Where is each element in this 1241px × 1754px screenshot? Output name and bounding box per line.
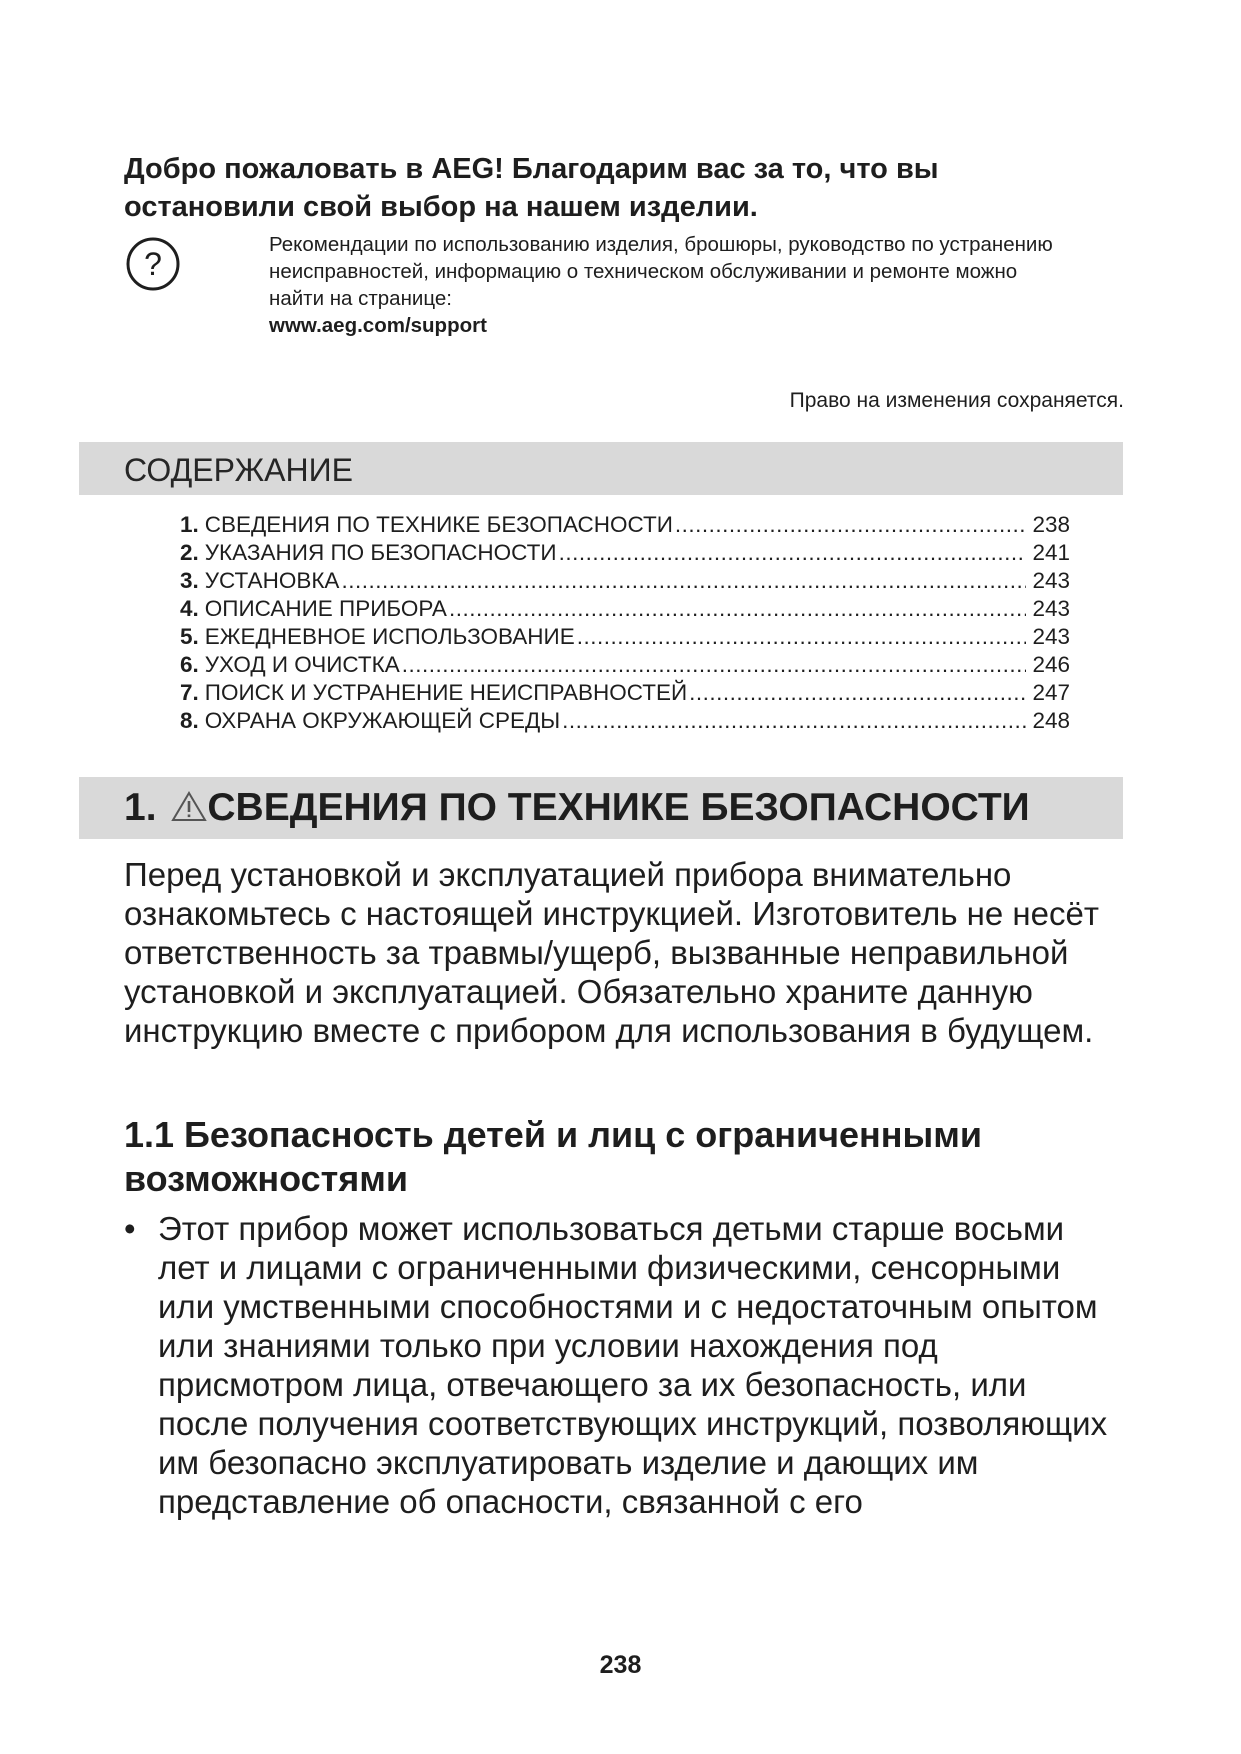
section-title-text: СВЕДЕНИЯ ПО ТЕХНИКЕ БЕЗОПАСНОСТИ <box>207 786 1030 829</box>
toc-item-page: 238 <box>1032 512 1070 537</box>
toc-item-page: 247 <box>1032 680 1070 705</box>
toc-title: СОДЕРЖАНИЕ <box>124 452 353 488</box>
toc-leader-dots <box>449 595 1026 623</box>
list-item <box>124 1209 1124 1521</box>
toc-leader-dots <box>559 539 1026 567</box>
toc-item-number: 7. <box>180 680 199 705</box>
section-title <box>124 786 1030 830</box>
toc-item-number: 8. <box>180 708 199 733</box>
toc-item-number: 6. <box>180 652 199 677</box>
help-description: Рекомендации по использованию изделия, брошюры, руководство по устранению неисправностей, информацию о техническом обслуживании и ремонте можно найти на странице: <box>269 233 1053 310</box>
svg-text:?: ? <box>144 246 162 282</box>
section-number: 1. <box>124 786 157 829</box>
welcome-heading <box>124 150 1024 226</box>
toc-item-number: 5. <box>180 624 199 649</box>
list-item-text: Этот прибор может использоваться детьми старше восьми лет и лицами с ограниченными физическими, сенсорными или умственными способностями и с недостаточным опытом или знаниями только при условии нахождения под присмотром лица, отвечающего за их безопасность, или после получения соответствующих инструкций, позволяющих им безопасно эксплуатировать изделие и дающих им представление об опасности, связанной с его <box>158 1210 1108 1520</box>
toc-item-page: 243 <box>1032 596 1070 621</box>
toc-item-label: ОПИСАНИЕ ПРИБОРА <box>204 596 447 621</box>
toc-leader-dots <box>675 511 1026 539</box>
question-circle-icon <box>125 236 181 292</box>
page-number: 238 <box>599 1651 642 1679</box>
toc-item-label: УСТАНОВКА <box>204 568 340 593</box>
toc-list <box>180 511 1070 735</box>
bullet-list <box>124 1209 1124 1521</box>
toc-leader-dots <box>577 623 1026 651</box>
toc-item-label: ОХРАНА ОКРУЖАЮЩЕЙ СРЕДЫ <box>204 708 561 733</box>
toc-item-page: 248 <box>1032 708 1070 733</box>
toc-leader-dots <box>341 567 1026 595</box>
toc-item-number: 1. <box>180 512 199 537</box>
toc-item[interactable] <box>180 567 1070 595</box>
toc-item-number: 4. <box>180 596 199 621</box>
support-link[interactable]: www.aeg.com/support <box>269 314 487 337</box>
toc-item[interactable] <box>180 679 1070 707</box>
toc-item-label: ПОИСК И УСТРАНЕНИЕ НЕИСПРАВНОСТЕЙ <box>204 680 688 705</box>
toc-item[interactable] <box>180 511 1070 539</box>
rights-notice: Право на изменения сохраняется. <box>789 389 1124 412</box>
toc-item[interactable] <box>180 539 1070 567</box>
toc-item-label: УКАЗАНИЯ ПО БЕЗОПАСНОСТИ <box>204 540 557 565</box>
help-text-block <box>269 231 1069 339</box>
toc-leader-dots <box>562 707 1026 735</box>
toc-item[interactable] <box>180 595 1070 623</box>
toc-item-page: 243 <box>1032 624 1070 649</box>
toc-item-label: СВЕДЕНИЯ ПО ТЕХНИКЕ БЕЗОПАСНОСТИ <box>204 512 673 537</box>
subsection-title: 1.1 Безопасность детей и лиц с ограниченными возможностями <box>124 1114 983 1199</box>
toc-item[interactable] <box>180 707 1070 735</box>
toc-item-number: 3. <box>180 568 199 593</box>
section-intro-paragraph: Перед установкой и эксплуатацией прибора внимательно ознакомьтесь с настоящей инструкцией. Изготовитель не несёт ответственность за травмы/ущерб, вызванные неправильной установкой и эксплуатацией. Обязательно храните данную инструкцию вместе с прибором для использования в будущем. <box>124 856 1099 1049</box>
toc-item-label: УХОД И ОЧИСТКА <box>204 652 400 677</box>
toc-item-page: 246 <box>1032 652 1070 677</box>
toc-item-page: 241 <box>1032 540 1070 565</box>
welcome-line-1: Добро пожаловать в AEG! Благодарим вас за то, что вы <box>124 153 939 185</box>
toc-item-number: 2. <box>180 540 199 565</box>
toc-item-label: ЕЖЕДНЕВНОЕ ИСПОЛЬЗОВАНИЕ <box>204 624 575 649</box>
toc-item[interactable] <box>180 623 1070 651</box>
toc-item-page: 243 <box>1032 568 1070 593</box>
warning-triangle-icon <box>171 788 207 820</box>
toc-leader-dots <box>689 679 1026 707</box>
welcome-line-2: остановили свой выбор на нашем изделии. <box>124 191 758 223</box>
bullet-dot: • <box>124 1210 136 1247</box>
toc-leader-dots <box>402 651 1026 679</box>
toc-item[interactable] <box>180 651 1070 679</box>
